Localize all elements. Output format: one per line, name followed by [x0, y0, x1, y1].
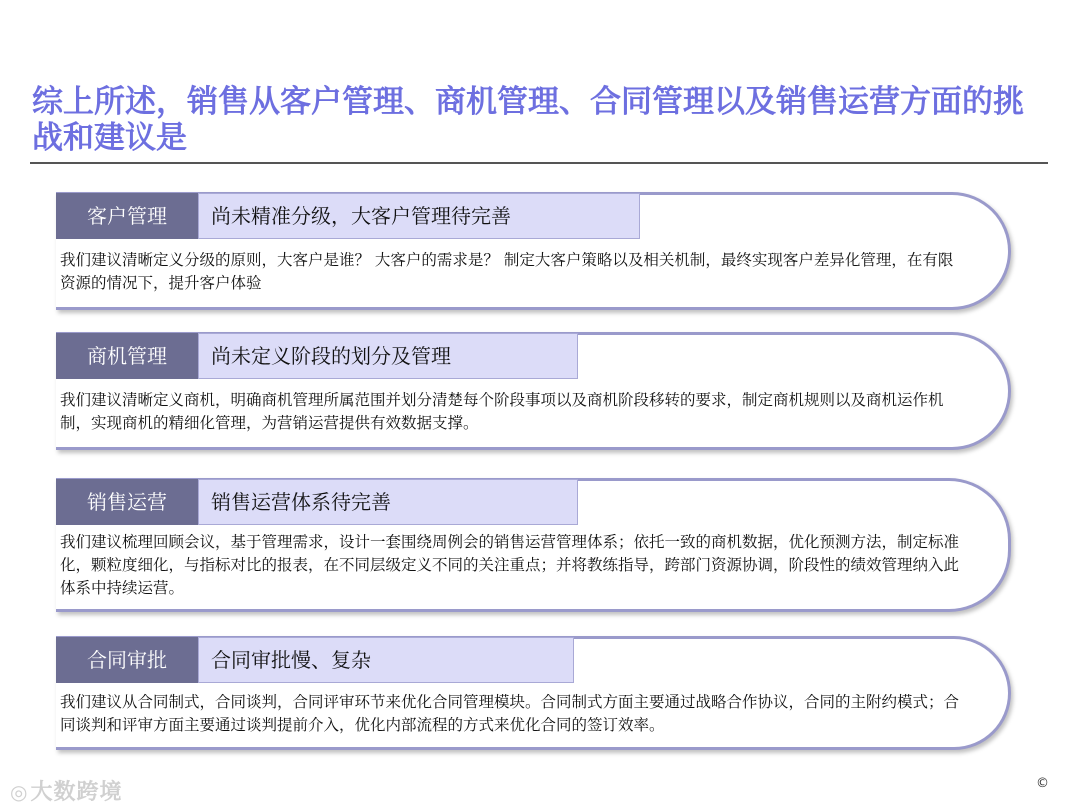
card-tag: 销售运营	[56, 479, 198, 525]
card-tag: 商机管理	[56, 333, 198, 379]
title-divider	[30, 162, 1048, 164]
card-body: 我们建议从合同制式，合同谈判，合同评审环节来优化合同管理模块。合同制式方面主要通过战略合作协议，合同的主附约模式；合同谈判和评审方面主要通过谈判提前介入，优化内部流程的方式来优化合同的签订效率。	[60, 693, 960, 734]
card-contract-approval	[56, 636, 1011, 750]
card-headline: 合同审批慢、复杂	[198, 637, 574, 683]
card-sales-operations	[56, 478, 1011, 612]
card-headline: 销售运营体系待完善	[198, 479, 578, 525]
card-headline: 尚未精准分级，大客户管理待完善	[198, 193, 640, 239]
page-title: 综上所述，销售从客户管理、商机管理、合同管理以及销售运营方面的挑战和建议是	[32, 84, 1024, 156]
card-opportunity-management	[56, 332, 1011, 450]
card-tag: 客户管理	[56, 193, 198, 239]
watermark	[10, 775, 122, 806]
card-customer-management	[56, 192, 1011, 310]
copyright-mark: ©	[1036, 776, 1049, 791]
card-headline: 尚未定义阶段的划分及管理	[198, 333, 578, 379]
card-body: 我们建议清晰定义分级的原则，大客户是谁？ 大客户的需求是？ 制定大客户策略以及相关机制，最终实现客户差异化管理，在有限资源的情况下，提升客户体验	[60, 251, 954, 292]
card-tag: 合同审批	[56, 637, 198, 683]
card-body: 我们建议清晰定义商机，明确商机管理所属范围并划分清楚每个阶段事项以及商机阶段移转的要求，制定商机规则以及商机运作机制，实现商机的精细化管理，为营销运营提供有效数据支撑。	[60, 391, 944, 432]
watermark-text: 大数跨境	[30, 780, 123, 805]
watermark-logo-icon: ◎	[10, 780, 29, 804]
card-body: 我们建议梳理回顾会议，基于管理需求，设计一套围绕周例会的销售运营管理体系；依托一致的商机数据，优化预测方法，制定标准化，颗粒度细化，与指标对比的报表，在不同层级定义不同的关注重点；并将教练指导，跨部门资源协调，阶段性的绩效管理纳入此体系中持续运营。	[60, 533, 960, 597]
